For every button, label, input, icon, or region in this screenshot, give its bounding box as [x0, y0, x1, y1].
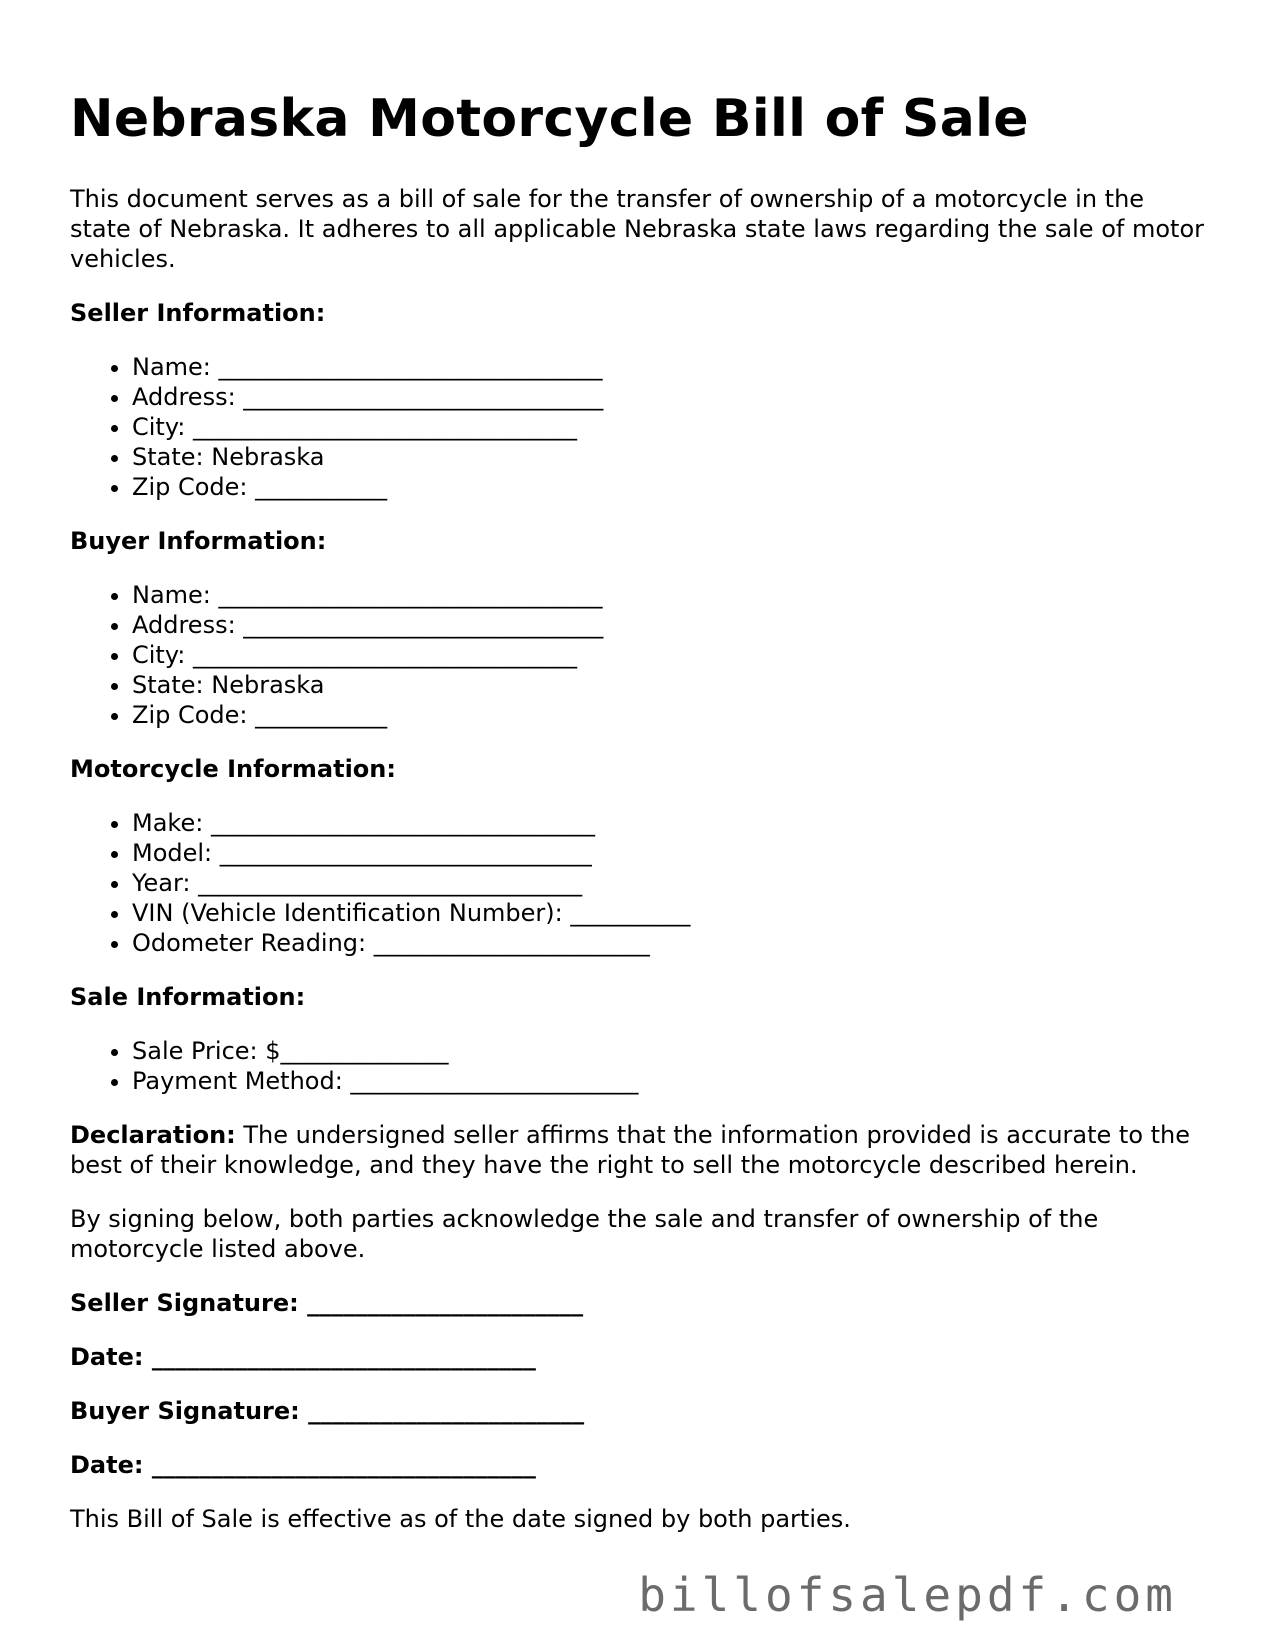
declaration-text: The undersigned seller affirms that the information provided is accurate to the best of their knowledge, and they have the right to sell the motorcycle described herein.: [70, 1121, 1191, 1179]
watermark: billofsalepdf.com: [638, 1568, 1177, 1622]
seller-heading: Seller Information:: [70, 299, 326, 327]
document-title: Nebraska Motorcycle Bill of Sale: [70, 89, 1029, 149]
declaration-label: Declaration:: [70, 1121, 236, 1149]
sale-price-item: • Sale Price: $______________: [132, 1036, 1220, 1066]
buyer-list: [70, 580, 1220, 730]
seller-state-item: • State: Nebraska: [132, 442, 1220, 472]
buyer-date-line: Date: ________________________________: [70, 1451, 536, 1479]
seller-address-item: • Address: ______________________________: [132, 382, 1220, 412]
acknowledgement-paragraph: By signing below, both parties acknowledge the sale and transfer of ownership of the motorcycle listed above.: [70, 1205, 1099, 1263]
buyer-address-item: • Address: ______________________________: [132, 610, 1220, 640]
buyer-city-item: • City: ________________________________: [132, 640, 1220, 670]
buyer-state-item: • State: Nebraska: [132, 670, 1220, 700]
sale-list: [70, 1036, 1220, 1096]
document-page: [70, 0, 1220, 1534]
motorcycle-vin-item: • VIN (Vehicle Identification Number): __________: [132, 898, 1220, 928]
motorcycle-heading: Motorcycle Information:: [70, 755, 396, 783]
effective-statement: This Bill of Sale is effective as of the date signed by both parties.: [70, 1505, 851, 1533]
seller-date-line: Date: ________________________________: [70, 1343, 536, 1371]
seller-city-item: • City: ________________________________: [132, 412, 1220, 442]
seller-zip-item: • Zip Code: ___________: [132, 472, 1220, 502]
motorcycle-odometer-item: • Odometer Reading: _______________________: [132, 928, 1220, 958]
seller-list: [70, 352, 1220, 502]
motorcycle-make-item: • Make: ________________________________: [132, 808, 1220, 838]
buyer-zip-item: • Zip Code: ___________: [132, 700, 1220, 730]
declaration-paragraph: [70, 1120, 1210, 1180]
buyer-name-item: • Name: ________________________________: [132, 580, 1220, 610]
sale-heading: Sale Information:: [70, 983, 306, 1011]
payment-method-item: • Payment Method: ________________________: [132, 1066, 1220, 1096]
buyer-signature-line: Buyer Signature: _______________________: [70, 1397, 585, 1425]
seller-signature-line: Seller Signature: _______________________: [70, 1289, 584, 1317]
buyer-heading: Buyer Information:: [70, 527, 327, 555]
seller-name-item: • Name: ________________________________: [132, 352, 1220, 382]
motorcycle-model-item: • Model: _______________________________: [132, 838, 1220, 868]
motorcycle-year-item: • Year: ________________________________: [132, 868, 1220, 898]
intro-paragraph: This document serves as a bill of sale for the transfer of ownership of a motorcycle in the state of Nebraska. It adheres to all applicable Nebraska state laws regarding the sale of motor vehicles.: [70, 185, 1204, 273]
motorcycle-list: [70, 808, 1220, 958]
